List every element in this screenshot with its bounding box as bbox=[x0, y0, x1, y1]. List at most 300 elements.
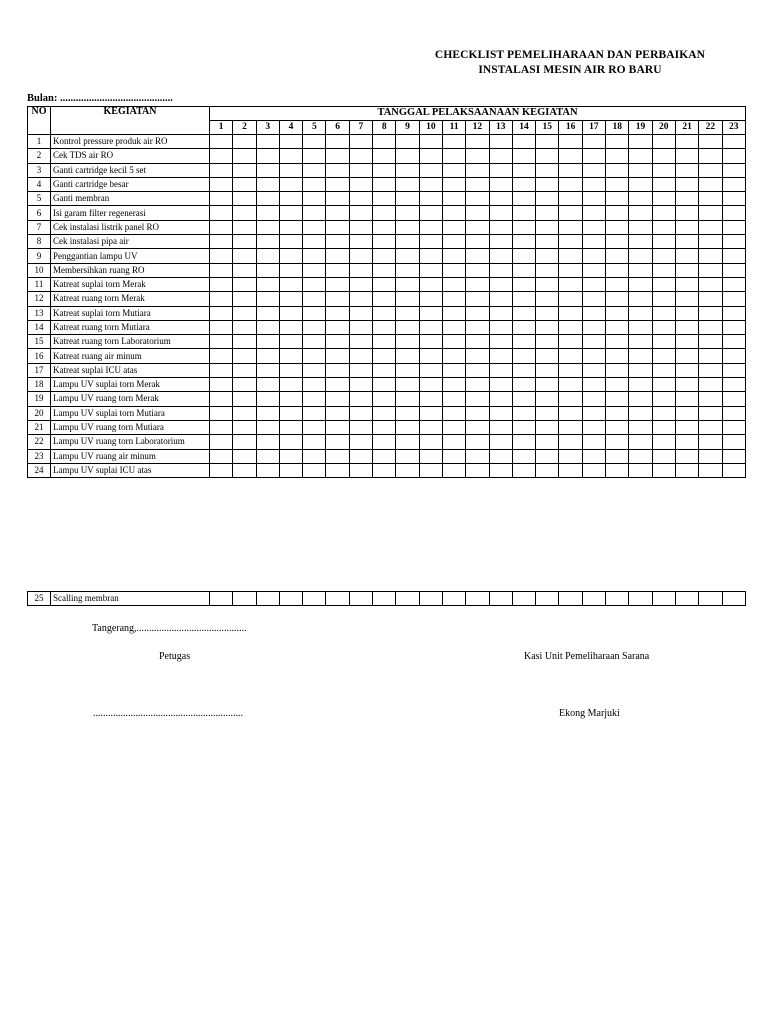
checkbox-cell-day-23[interactable] bbox=[722, 249, 746, 263]
checkbox-cell-day-3[interactable] bbox=[256, 177, 279, 191]
checkbox-cell-day-3[interactable] bbox=[256, 206, 279, 220]
checkbox-cell-day-22[interactable] bbox=[699, 592, 722, 606]
checkbox-cell-day-18[interactable] bbox=[606, 177, 629, 191]
checkbox-cell-day-21[interactable] bbox=[675, 306, 698, 320]
checkbox-cell-day-21[interactable] bbox=[675, 135, 698, 149]
checkbox-cell-day-6[interactable] bbox=[326, 263, 349, 277]
checkbox-cell-day-4[interactable] bbox=[279, 406, 302, 420]
checkbox-cell-day-3[interactable] bbox=[256, 306, 279, 320]
checkbox-cell-day-11[interactable] bbox=[442, 292, 465, 306]
checkbox-cell-day-12[interactable] bbox=[466, 406, 489, 420]
checkbox-cell-day-16[interactable] bbox=[559, 177, 582, 191]
checkbox-cell-day-4[interactable] bbox=[279, 420, 302, 434]
checkbox-cell-day-21[interactable] bbox=[675, 592, 698, 606]
checkbox-cell-day-20[interactable] bbox=[652, 320, 675, 334]
checkbox-cell-day-14[interactable] bbox=[512, 363, 535, 377]
checkbox-cell-day-15[interactable] bbox=[536, 320, 559, 334]
checkbox-cell-day-8[interactable] bbox=[373, 420, 396, 434]
checkbox-cell-day-12[interactable] bbox=[466, 363, 489, 377]
checkbox-cell-day-11[interactable] bbox=[442, 135, 465, 149]
checkbox-cell-day-10[interactable] bbox=[419, 220, 442, 234]
checkbox-cell-day-20[interactable] bbox=[652, 592, 675, 606]
checkbox-cell-day-17[interactable] bbox=[582, 263, 605, 277]
checkbox-cell-day-12[interactable] bbox=[466, 277, 489, 291]
checkbox-cell-day-6[interactable] bbox=[326, 592, 349, 606]
checkbox-cell-day-18[interactable] bbox=[606, 235, 629, 249]
checkbox-cell-day-12[interactable] bbox=[466, 449, 489, 463]
checkbox-cell-day-7[interactable] bbox=[349, 392, 372, 406]
checkbox-cell-day-8[interactable] bbox=[373, 306, 396, 320]
checkbox-cell-day-18[interactable] bbox=[606, 363, 629, 377]
checkbox-cell-day-16[interactable] bbox=[559, 349, 582, 363]
checkbox-cell-day-1[interactable] bbox=[210, 592, 233, 606]
checkbox-cell-day-17[interactable] bbox=[582, 435, 605, 449]
checkbox-cell-day-16[interactable] bbox=[559, 463, 582, 477]
checkbox-cell-day-17[interactable] bbox=[582, 292, 605, 306]
checkbox-cell-day-11[interactable] bbox=[442, 235, 465, 249]
checkbox-cell-day-2[interactable] bbox=[233, 292, 256, 306]
checkbox-cell-day-4[interactable] bbox=[279, 292, 302, 306]
checkbox-cell-day-23[interactable] bbox=[722, 306, 746, 320]
checkbox-cell-day-3[interactable] bbox=[256, 335, 279, 349]
checkbox-cell-day-1[interactable] bbox=[210, 406, 233, 420]
checkbox-cell-day-23[interactable] bbox=[722, 135, 746, 149]
checkbox-cell-day-5[interactable] bbox=[303, 192, 326, 206]
checkbox-cell-day-12[interactable] bbox=[466, 592, 489, 606]
checkbox-cell-day-16[interactable] bbox=[559, 163, 582, 177]
checkbox-cell-day-20[interactable] bbox=[652, 449, 675, 463]
checkbox-cell-day-12[interactable] bbox=[466, 135, 489, 149]
checkbox-cell-day-22[interactable] bbox=[699, 378, 722, 392]
checkbox-cell-day-2[interactable] bbox=[233, 177, 256, 191]
checkbox-cell-day-5[interactable] bbox=[303, 263, 326, 277]
checkbox-cell-day-22[interactable] bbox=[699, 163, 722, 177]
checkbox-cell-day-14[interactable] bbox=[512, 220, 535, 234]
checkbox-cell-day-15[interactable] bbox=[536, 363, 559, 377]
checkbox-cell-day-5[interactable] bbox=[303, 592, 326, 606]
checkbox-cell-day-10[interactable] bbox=[419, 435, 442, 449]
checkbox-cell-day-3[interactable] bbox=[256, 249, 279, 263]
checkbox-cell-day-23[interactable] bbox=[722, 320, 746, 334]
checkbox-cell-day-16[interactable] bbox=[559, 406, 582, 420]
checkbox-cell-day-19[interactable] bbox=[629, 435, 652, 449]
checkbox-cell-day-5[interactable] bbox=[303, 249, 326, 263]
checkbox-cell-day-7[interactable] bbox=[349, 592, 372, 606]
checkbox-cell-day-6[interactable] bbox=[326, 363, 349, 377]
checkbox-cell-day-10[interactable] bbox=[419, 235, 442, 249]
checkbox-cell-day-1[interactable] bbox=[210, 206, 233, 220]
checkbox-cell-day-23[interactable] bbox=[722, 206, 746, 220]
checkbox-cell-day-23[interactable] bbox=[722, 420, 746, 434]
checkbox-cell-day-15[interactable] bbox=[536, 249, 559, 263]
checkbox-cell-day-21[interactable] bbox=[675, 292, 698, 306]
checkbox-cell-day-19[interactable] bbox=[629, 235, 652, 249]
checkbox-cell-day-18[interactable] bbox=[606, 378, 629, 392]
checkbox-cell-day-18[interactable] bbox=[606, 335, 629, 349]
checkbox-cell-day-9[interactable] bbox=[396, 163, 419, 177]
checkbox-cell-day-17[interactable] bbox=[582, 220, 605, 234]
checkbox-cell-day-18[interactable] bbox=[606, 406, 629, 420]
checkbox-cell-day-5[interactable] bbox=[303, 349, 326, 363]
checkbox-cell-day-23[interactable] bbox=[722, 292, 746, 306]
checkbox-cell-day-16[interactable] bbox=[559, 435, 582, 449]
checkbox-cell-day-13[interactable] bbox=[489, 206, 512, 220]
checkbox-cell-day-4[interactable] bbox=[279, 177, 302, 191]
checkbox-cell-day-20[interactable] bbox=[652, 220, 675, 234]
checkbox-cell-day-3[interactable] bbox=[256, 163, 279, 177]
checkbox-cell-day-4[interactable] bbox=[279, 392, 302, 406]
checkbox-cell-day-4[interactable] bbox=[279, 335, 302, 349]
checkbox-cell-day-13[interactable] bbox=[489, 449, 512, 463]
checkbox-cell-day-10[interactable] bbox=[419, 249, 442, 263]
checkbox-cell-day-20[interactable] bbox=[652, 378, 675, 392]
checkbox-cell-day-10[interactable] bbox=[419, 177, 442, 191]
checkbox-cell-day-13[interactable] bbox=[489, 135, 512, 149]
checkbox-cell-day-17[interactable] bbox=[582, 249, 605, 263]
checkbox-cell-day-3[interactable] bbox=[256, 592, 279, 606]
checkbox-cell-day-20[interactable] bbox=[652, 292, 675, 306]
checkbox-cell-day-13[interactable] bbox=[489, 177, 512, 191]
checkbox-cell-day-8[interactable] bbox=[373, 292, 396, 306]
checkbox-cell-day-12[interactable] bbox=[466, 192, 489, 206]
checkbox-cell-day-20[interactable] bbox=[652, 263, 675, 277]
checkbox-cell-day-6[interactable] bbox=[326, 192, 349, 206]
checkbox-cell-day-18[interactable] bbox=[606, 449, 629, 463]
checkbox-cell-day-14[interactable] bbox=[512, 249, 535, 263]
checkbox-cell-day-2[interactable] bbox=[233, 249, 256, 263]
checkbox-cell-day-5[interactable] bbox=[303, 392, 326, 406]
checkbox-cell-day-22[interactable] bbox=[699, 263, 722, 277]
checkbox-cell-day-8[interactable] bbox=[373, 378, 396, 392]
checkbox-cell-day-22[interactable] bbox=[699, 277, 722, 291]
checkbox-cell-day-14[interactable] bbox=[512, 192, 535, 206]
checkbox-cell-day-20[interactable] bbox=[652, 335, 675, 349]
checkbox-cell-day-9[interactable] bbox=[396, 220, 419, 234]
checkbox-cell-day-7[interactable] bbox=[349, 163, 372, 177]
checkbox-cell-day-3[interactable] bbox=[256, 392, 279, 406]
checkbox-cell-day-20[interactable] bbox=[652, 463, 675, 477]
checkbox-cell-day-13[interactable] bbox=[489, 335, 512, 349]
checkbox-cell-day-3[interactable] bbox=[256, 192, 279, 206]
checkbox-cell-day-8[interactable] bbox=[373, 263, 396, 277]
checkbox-cell-day-9[interactable] bbox=[396, 249, 419, 263]
checkbox-cell-day-1[interactable] bbox=[210, 435, 233, 449]
checkbox-cell-day-5[interactable] bbox=[303, 292, 326, 306]
checkbox-cell-day-23[interactable] bbox=[722, 263, 746, 277]
checkbox-cell-day-15[interactable] bbox=[536, 406, 559, 420]
checkbox-cell-day-10[interactable] bbox=[419, 149, 442, 163]
checkbox-cell-day-17[interactable] bbox=[582, 206, 605, 220]
checkbox-cell-day-1[interactable] bbox=[210, 306, 233, 320]
checkbox-cell-day-9[interactable] bbox=[396, 378, 419, 392]
checkbox-cell-day-4[interactable] bbox=[279, 206, 302, 220]
checkbox-cell-day-9[interactable] bbox=[396, 135, 419, 149]
checkbox-cell-day-6[interactable] bbox=[326, 320, 349, 334]
checkbox-cell-day-5[interactable] bbox=[303, 463, 326, 477]
checkbox-cell-day-12[interactable] bbox=[466, 392, 489, 406]
checkbox-cell-day-22[interactable] bbox=[699, 463, 722, 477]
checkbox-cell-day-16[interactable] bbox=[559, 263, 582, 277]
checkbox-cell-day-14[interactable] bbox=[512, 449, 535, 463]
checkbox-cell-day-11[interactable] bbox=[442, 378, 465, 392]
checkbox-cell-day-23[interactable] bbox=[722, 392, 746, 406]
checkbox-cell-day-22[interactable] bbox=[699, 192, 722, 206]
checkbox-cell-day-8[interactable] bbox=[373, 449, 396, 463]
checkbox-cell-day-7[interactable] bbox=[349, 235, 372, 249]
checkbox-cell-day-21[interactable] bbox=[675, 463, 698, 477]
checkbox-cell-day-14[interactable] bbox=[512, 135, 535, 149]
checkbox-cell-day-19[interactable] bbox=[629, 449, 652, 463]
checkbox-cell-day-13[interactable] bbox=[489, 406, 512, 420]
checkbox-cell-day-22[interactable] bbox=[699, 320, 722, 334]
checkbox-cell-day-9[interactable] bbox=[396, 449, 419, 463]
checkbox-cell-day-6[interactable] bbox=[326, 378, 349, 392]
checkbox-cell-day-2[interactable] bbox=[233, 149, 256, 163]
checkbox-cell-day-2[interactable] bbox=[233, 392, 256, 406]
checkbox-cell-day-1[interactable] bbox=[210, 292, 233, 306]
checkbox-cell-day-14[interactable] bbox=[512, 406, 535, 420]
checkbox-cell-day-18[interactable] bbox=[606, 463, 629, 477]
checkbox-cell-day-10[interactable] bbox=[419, 192, 442, 206]
checkbox-cell-day-17[interactable] bbox=[582, 235, 605, 249]
checkbox-cell-day-1[interactable] bbox=[210, 149, 233, 163]
checkbox-cell-day-10[interactable] bbox=[419, 320, 442, 334]
checkbox-cell-day-1[interactable] bbox=[210, 463, 233, 477]
checkbox-cell-day-3[interactable] bbox=[256, 349, 279, 363]
checkbox-cell-day-11[interactable] bbox=[442, 363, 465, 377]
checkbox-cell-day-16[interactable] bbox=[559, 235, 582, 249]
checkbox-cell-day-6[interactable] bbox=[326, 149, 349, 163]
checkbox-cell-day-7[interactable] bbox=[349, 192, 372, 206]
checkbox-cell-day-12[interactable] bbox=[466, 292, 489, 306]
checkbox-cell-day-20[interactable] bbox=[652, 363, 675, 377]
checkbox-cell-day-4[interactable] bbox=[279, 249, 302, 263]
checkbox-cell-day-17[interactable] bbox=[582, 406, 605, 420]
checkbox-cell-day-16[interactable] bbox=[559, 363, 582, 377]
checkbox-cell-day-3[interactable] bbox=[256, 320, 279, 334]
checkbox-cell-day-11[interactable] bbox=[442, 206, 465, 220]
checkbox-cell-day-23[interactable] bbox=[722, 192, 746, 206]
checkbox-cell-day-5[interactable] bbox=[303, 177, 326, 191]
checkbox-cell-day-4[interactable] bbox=[279, 363, 302, 377]
checkbox-cell-day-18[interactable] bbox=[606, 592, 629, 606]
checkbox-cell-day-10[interactable] bbox=[419, 277, 442, 291]
checkbox-cell-day-13[interactable] bbox=[489, 463, 512, 477]
checkbox-cell-day-15[interactable] bbox=[536, 449, 559, 463]
checkbox-cell-day-10[interactable] bbox=[419, 406, 442, 420]
checkbox-cell-day-14[interactable] bbox=[512, 149, 535, 163]
checkbox-cell-day-2[interactable] bbox=[233, 335, 256, 349]
checkbox-cell-day-17[interactable] bbox=[582, 192, 605, 206]
checkbox-cell-day-5[interactable] bbox=[303, 335, 326, 349]
checkbox-cell-day-13[interactable] bbox=[489, 392, 512, 406]
checkbox-cell-day-10[interactable] bbox=[419, 163, 442, 177]
checkbox-cell-day-3[interactable] bbox=[256, 135, 279, 149]
checkbox-cell-day-23[interactable] bbox=[722, 363, 746, 377]
checkbox-cell-day-21[interactable] bbox=[675, 206, 698, 220]
checkbox-cell-day-10[interactable] bbox=[419, 335, 442, 349]
checkbox-cell-day-15[interactable] bbox=[536, 306, 559, 320]
checkbox-cell-day-1[interactable] bbox=[210, 277, 233, 291]
checkbox-cell-day-16[interactable] bbox=[559, 392, 582, 406]
checkbox-cell-day-8[interactable] bbox=[373, 206, 396, 220]
checkbox-cell-day-4[interactable] bbox=[279, 263, 302, 277]
checkbox-cell-day-9[interactable] bbox=[396, 192, 419, 206]
checkbox-cell-day-9[interactable] bbox=[396, 277, 419, 291]
checkbox-cell-day-7[interactable] bbox=[349, 420, 372, 434]
checkbox-cell-day-20[interactable] bbox=[652, 420, 675, 434]
checkbox-cell-day-20[interactable] bbox=[652, 435, 675, 449]
checkbox-cell-day-12[interactable] bbox=[466, 378, 489, 392]
checkbox-cell-day-19[interactable] bbox=[629, 163, 652, 177]
checkbox-cell-day-11[interactable] bbox=[442, 306, 465, 320]
checkbox-cell-day-22[interactable] bbox=[699, 420, 722, 434]
checkbox-cell-day-19[interactable] bbox=[629, 335, 652, 349]
checkbox-cell-day-14[interactable] bbox=[512, 335, 535, 349]
checkbox-cell-day-14[interactable] bbox=[512, 235, 535, 249]
checkbox-cell-day-5[interactable] bbox=[303, 449, 326, 463]
checkbox-cell-day-5[interactable] bbox=[303, 420, 326, 434]
checkbox-cell-day-5[interactable] bbox=[303, 435, 326, 449]
checkbox-cell-day-4[interactable] bbox=[279, 449, 302, 463]
checkbox-cell-day-22[interactable] bbox=[699, 220, 722, 234]
checkbox-cell-day-17[interactable] bbox=[582, 378, 605, 392]
checkbox-cell-day-23[interactable] bbox=[722, 177, 746, 191]
checkbox-cell-day-21[interactable] bbox=[675, 277, 698, 291]
checkbox-cell-day-8[interactable] bbox=[373, 163, 396, 177]
checkbox-cell-day-9[interactable] bbox=[396, 177, 419, 191]
checkbox-cell-day-11[interactable] bbox=[442, 277, 465, 291]
checkbox-cell-day-19[interactable] bbox=[629, 263, 652, 277]
checkbox-cell-day-18[interactable] bbox=[606, 163, 629, 177]
checkbox-cell-day-3[interactable] bbox=[256, 378, 279, 392]
checkbox-cell-day-15[interactable] bbox=[536, 163, 559, 177]
checkbox-cell-day-12[interactable] bbox=[466, 220, 489, 234]
checkbox-cell-day-15[interactable] bbox=[536, 220, 559, 234]
checkbox-cell-day-15[interactable] bbox=[536, 435, 559, 449]
checkbox-cell-day-10[interactable] bbox=[419, 263, 442, 277]
checkbox-cell-day-1[interactable] bbox=[210, 163, 233, 177]
checkbox-cell-day-17[interactable] bbox=[582, 449, 605, 463]
checkbox-cell-day-20[interactable] bbox=[652, 249, 675, 263]
checkbox-cell-day-14[interactable] bbox=[512, 378, 535, 392]
checkbox-cell-day-12[interactable] bbox=[466, 263, 489, 277]
checkbox-cell-day-21[interactable] bbox=[675, 392, 698, 406]
checkbox-cell-day-4[interactable] bbox=[279, 592, 302, 606]
checkbox-cell-day-10[interactable] bbox=[419, 306, 442, 320]
checkbox-cell-day-11[interactable] bbox=[442, 249, 465, 263]
checkbox-cell-day-19[interactable] bbox=[629, 249, 652, 263]
checkbox-cell-day-23[interactable] bbox=[722, 235, 746, 249]
checkbox-cell-day-20[interactable] bbox=[652, 149, 675, 163]
checkbox-cell-day-11[interactable] bbox=[442, 592, 465, 606]
checkbox-cell-day-22[interactable] bbox=[699, 363, 722, 377]
checkbox-cell-day-5[interactable] bbox=[303, 277, 326, 291]
checkbox-cell-day-13[interactable] bbox=[489, 163, 512, 177]
checkbox-cell-day-21[interactable] bbox=[675, 349, 698, 363]
checkbox-cell-day-23[interactable] bbox=[722, 592, 745, 606]
checkbox-cell-day-21[interactable] bbox=[675, 163, 698, 177]
checkbox-cell-day-8[interactable] bbox=[373, 249, 396, 263]
checkbox-cell-day-3[interactable] bbox=[256, 463, 279, 477]
checkbox-cell-day-11[interactable] bbox=[442, 320, 465, 334]
checkbox-cell-day-3[interactable] bbox=[256, 149, 279, 163]
checkbox-cell-day-14[interactable] bbox=[512, 306, 535, 320]
checkbox-cell-day-12[interactable] bbox=[466, 463, 489, 477]
checkbox-cell-day-6[interactable] bbox=[326, 220, 349, 234]
checkbox-cell-day-22[interactable] bbox=[699, 335, 722, 349]
checkbox-cell-day-6[interactable] bbox=[326, 449, 349, 463]
checkbox-cell-day-9[interactable] bbox=[396, 235, 419, 249]
checkbox-cell-day-5[interactable] bbox=[303, 306, 326, 320]
checkbox-cell-day-22[interactable] bbox=[699, 249, 722, 263]
checkbox-cell-day-12[interactable] bbox=[466, 235, 489, 249]
checkbox-cell-day-11[interactable] bbox=[442, 163, 465, 177]
checkbox-cell-day-21[interactable] bbox=[675, 220, 698, 234]
checkbox-cell-day-2[interactable] bbox=[233, 263, 256, 277]
checkbox-cell-day-20[interactable] bbox=[652, 206, 675, 220]
checkbox-cell-day-23[interactable] bbox=[722, 335, 746, 349]
checkbox-cell-day-4[interactable] bbox=[279, 435, 302, 449]
checkbox-cell-day-16[interactable] bbox=[559, 306, 582, 320]
checkbox-cell-day-1[interactable] bbox=[210, 192, 233, 206]
checkbox-cell-day-4[interactable] bbox=[279, 220, 302, 234]
checkbox-cell-day-20[interactable] bbox=[652, 135, 675, 149]
checkbox-cell-day-15[interactable] bbox=[536, 349, 559, 363]
checkbox-cell-day-10[interactable] bbox=[419, 420, 442, 434]
checkbox-cell-day-5[interactable] bbox=[303, 363, 326, 377]
checkbox-cell-day-16[interactable] bbox=[559, 292, 582, 306]
checkbox-cell-day-23[interactable] bbox=[722, 149, 746, 163]
checkbox-cell-day-15[interactable] bbox=[536, 463, 559, 477]
checkbox-cell-day-1[interactable] bbox=[210, 335, 233, 349]
checkbox-cell-day-21[interactable] bbox=[675, 335, 698, 349]
checkbox-cell-day-18[interactable] bbox=[606, 349, 629, 363]
checkbox-cell-day-9[interactable] bbox=[396, 306, 419, 320]
checkbox-cell-day-23[interactable] bbox=[722, 349, 746, 363]
checkbox-cell-day-18[interactable] bbox=[606, 306, 629, 320]
checkbox-cell-day-10[interactable] bbox=[419, 135, 442, 149]
checkbox-cell-day-21[interactable] bbox=[675, 449, 698, 463]
checkbox-cell-day-22[interactable] bbox=[699, 349, 722, 363]
checkbox-cell-day-16[interactable] bbox=[559, 449, 582, 463]
checkbox-cell-day-17[interactable] bbox=[582, 420, 605, 434]
checkbox-cell-day-22[interactable] bbox=[699, 435, 722, 449]
checkbox-cell-day-7[interactable] bbox=[349, 263, 372, 277]
checkbox-cell-day-17[interactable] bbox=[582, 306, 605, 320]
checkbox-cell-day-11[interactable] bbox=[442, 177, 465, 191]
checkbox-cell-day-19[interactable] bbox=[629, 592, 652, 606]
checkbox-cell-day-2[interactable] bbox=[233, 363, 256, 377]
checkbox-cell-day-17[interactable] bbox=[582, 135, 605, 149]
checkbox-cell-day-7[interactable] bbox=[349, 135, 372, 149]
checkbox-cell-day-1[interactable] bbox=[210, 220, 233, 234]
checkbox-cell-day-8[interactable] bbox=[373, 220, 396, 234]
checkbox-cell-day-20[interactable] bbox=[652, 177, 675, 191]
checkbox-cell-day-2[interactable] bbox=[233, 349, 256, 363]
checkbox-cell-day-19[interactable] bbox=[629, 406, 652, 420]
checkbox-cell-day-19[interactable] bbox=[629, 420, 652, 434]
checkbox-cell-day-8[interactable] bbox=[373, 192, 396, 206]
checkbox-cell-day-14[interactable] bbox=[512, 277, 535, 291]
checkbox-cell-day-10[interactable] bbox=[419, 206, 442, 220]
checkbox-cell-day-19[interactable] bbox=[629, 206, 652, 220]
checkbox-cell-day-19[interactable] bbox=[629, 135, 652, 149]
checkbox-cell-day-2[interactable] bbox=[233, 277, 256, 291]
checkbox-cell-day-9[interactable] bbox=[396, 263, 419, 277]
checkbox-cell-day-19[interactable] bbox=[629, 149, 652, 163]
checkbox-cell-day-13[interactable] bbox=[489, 378, 512, 392]
